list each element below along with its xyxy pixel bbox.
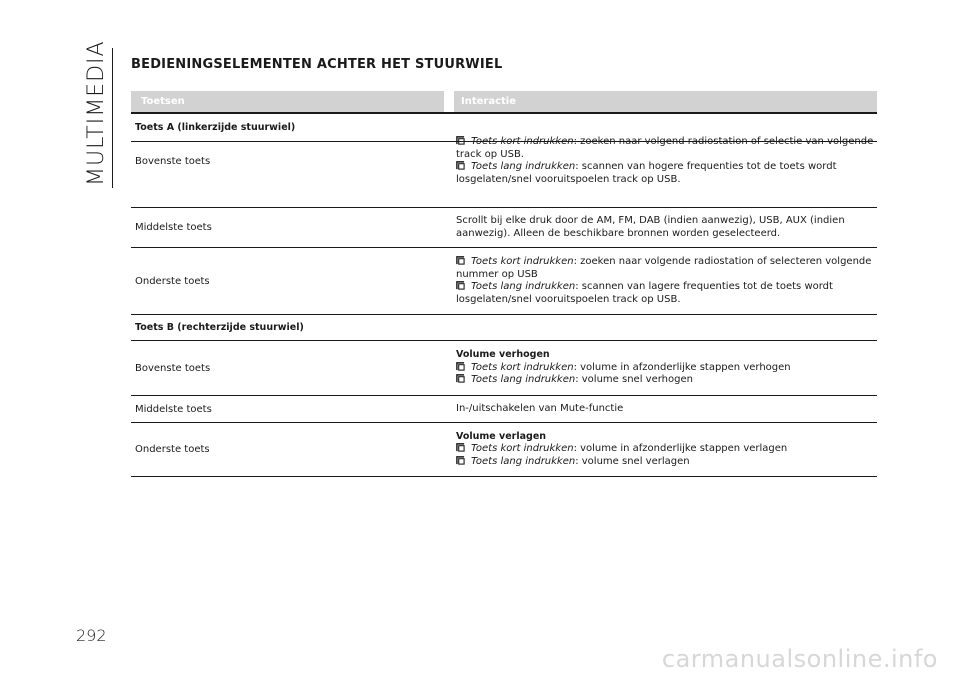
section-row-b [131,314,877,340]
arrow-bullet-icon [456,161,465,170]
row-subtitle: Volume verhogen [456,349,550,361]
arrow-bullet-icon [456,281,465,290]
table-row [131,247,877,314]
section-title-a: Toets A (linkerzijde stuurwiel) [135,122,296,133]
list-item: Toets lang indrukken: volume snel verlagen [456,456,877,469]
row-key: Bovenste toets [135,155,211,167]
row-key: Bovenste toets [135,362,211,374]
page-title: BEDIENINGSELEMENTEN ACHTER HET STUURWIEL [131,57,503,72]
row-interaction [454,248,877,314]
list-item: Toets lang indrukken: volume snel verhogen [456,374,877,387]
watermark: carmanualsonline.info [661,645,938,673]
arrow-bullet-icon [456,256,465,265]
header-keys: Toetsen [131,91,444,112]
row-interaction [454,423,877,476]
row-interaction [454,136,877,185]
table-row [131,207,877,247]
list-item: Toets kort indrukken: volume in afzonderlijke stappen verhogen [456,362,877,375]
list-item: Toets kort indrukken: volume in afzonderlijke stappen verlagen [456,443,877,456]
row-key: Middelste toets [135,222,212,233]
row-key: Onderste toets [135,444,210,455]
list-item: Toets kort indrukken: zoeken naar volgende radiostation of selecteren volgende nummer op USB [456,256,872,280]
list-item: Toets kort indrukken: zoeken naar volgend radiostation of selectie van volgende track op USB. [456,136,874,160]
controls-table [131,91,877,477]
arrow-bullet-icon [456,443,465,452]
table-row [131,340,877,395]
row-key: Onderste toets [135,275,210,287]
row-interaction: Scrollt bij elke druk door de AM, FM, DAB (indien aanwezig), USB, AUX (indien aanwezig). Alleen de beschikbare bronnen worden geselecteerd. [456,215,845,239]
section-title-b: Toets B (rechterzijde stuurwiel) [135,322,304,333]
row-subtitle: Volume verlagen [456,430,547,442]
header-interaction: Interactie [454,91,877,112]
arrow-bullet-icon [456,136,465,145]
table-header [131,91,877,112]
arrow-bullet-icon [456,362,465,371]
table-row [131,136,877,185]
list-item: Toets lang indrukken: scannen van lagere frequenties tot de toets wordt losgelaten/snel vooruitspoelen track op USB. [456,281,833,305]
table-row [131,395,877,422]
row-key: Middelste toets [135,403,212,415]
row-interaction: In-/uitschakelen van Mute-functie [456,402,624,414]
arrow-bullet-icon [456,374,465,383]
table-row [131,422,877,477]
side-divider [112,48,113,188]
page-number: 292 [76,626,107,645]
list-item: Toets lang indrukken: scannen van hogere frequenties tot de toets wordt losgelaten/snel vooruitspoelen track op USB. [456,161,837,185]
row-interaction [454,341,877,395]
arrow-bullet-icon [456,456,465,465]
chapter-side-label: MULTIMEDIA [84,40,109,186]
